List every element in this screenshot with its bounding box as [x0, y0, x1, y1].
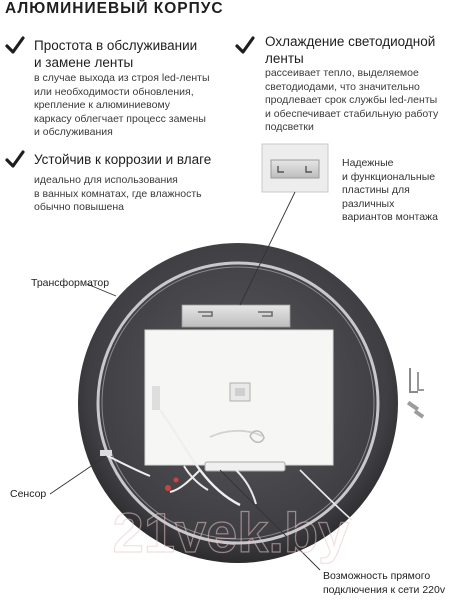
- mounting-plates-note: Надежные и функциональные пластины для различных вариантов монтажа: [342, 157, 438, 223]
- feature-corrosion-heading: Устойчив к коррозии и влаге: [34, 152, 212, 167]
- feature-maintenance-heading: Простота в обслуживании и замене ленты: [34, 38, 198, 70]
- watermark: 21vek.by: [112, 501, 350, 564]
- mounting-plate: [182, 305, 290, 327]
- sensor-unit: [100, 450, 112, 456]
- transformer-unit: [205, 462, 285, 471]
- hex-key-icon: [410, 368, 418, 392]
- transformer-label: Трансформатор: [31, 277, 110, 289]
- feature-cooling-text: рассеивает тепло, выделяемое светодиодами, что значительно продлевает срок службы led-ленты и обеспечивает стабильную работу подсветки: [265, 67, 439, 133]
- feature-cooling-heading: Охлаждение светодиодной ленты: [265, 34, 436, 66]
- feature-corrosion-text: идеально для использования в ванных комнатах, где влажность обычно повышена: [34, 174, 202, 213]
- sensor-label: Сенсор: [10, 488, 47, 500]
- page-title: АЛЮМИНИЕВЫЙ КОРПУС: [5, 0, 224, 17]
- power-connection-note: Возможность прямого подключения к сети 220v: [323, 570, 446, 596]
- feature-maintenance-text: в случае выхода из строя led-ленты или необходимости обновления, крепление к алюминиевому каркасу облегчает процесс замены и обслуживания: [34, 72, 210, 138]
